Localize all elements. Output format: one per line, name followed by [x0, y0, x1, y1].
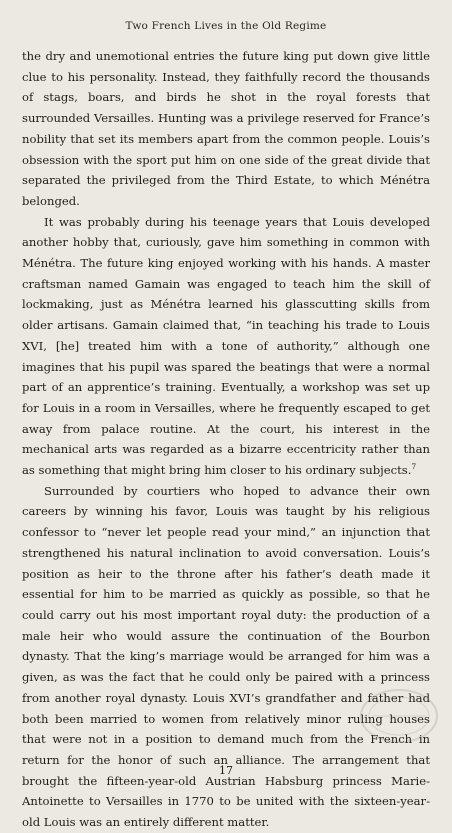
- paragraph-2: [22, 212, 430, 481]
- page-number: 17: [219, 764, 233, 777]
- paragraph-3: [22, 481, 430, 833]
- paragraph-1-text: the dry and unemotional entries the future king put down give little clue to his personality. Instead, they faithfully record the thousands of stags, boars, and birds he shot in the royal forests that surrounded Versailles. Hunting was a privilege reserved for France’s nobility that set its members apart from the common people. Louis’s obsession with the sport put him on one side of the great divide that separated the privileged from the Third Estate, to which Ménétra belonged.: [22, 49, 430, 208]
- paragraph-3-text: Surrounded by courtiers who hoped to advance their own careers by winning his favor, Louis was taught by his religious confessor to “never let people read your mind,” an injunction that strengthened his natural inclination to avoid conversation. Louis’s position as heir to the throne after his father’s death made it essential for him to be married as quickly as possible, so that he could carry out his most important royal duty: the production of a male heir who would assure the continuation of the Bourbon dynasty. That the king’s marriage would be arranged for him was a given, as was the fact that he could only be paired with a princess from another royal dynasty. Louis XVI’s grandfather and father had both been married to women from relatively minor ruling houses that were not in a position to demand much from the French in return for the honor of such an alliance. The arrangement that brought the fifteen-year-old Austrian Habsburg princess Marie-Antoinette to Versailles in 1770 to be united with the sixteen-year-old Louis was an entirely different matter.: [22, 483, 430, 830]
- running-head: Two French Lives in the Old Regime: [125, 20, 327, 32]
- paragraph-2-text: It was probably during his teenage years that Louis developed another hobby that, curiously, gave him something in common with Ménétra. The future king enjoyed working with his hands. A master craftsman named Gamain was engaged to teach him the skill of lockmaking, just as Ménétra learned his glasscutting skills from older artisans. Gamain claimed that, “in teaching his trade to Louis XVI, [he] treated him with a tone of authority,” although one imagines that his pupil was spared the beatings that were a normal part of an apprentice’s training. Eventually, a workshop was set up for Louis in a room in Versailles, where he frequently escaped to get away from palace routine. At the court, his interest in the mechanical arts was regarded as a bizarre eccentricity rather than as something that might bring him closer to his ordinary subjects.: [22, 214, 430, 478]
- paragraph-1: [22, 46, 430, 212]
- footnote-reference[interactable]: 7: [411, 462, 417, 472]
- watermark-stamp-icon: [358, 686, 440, 746]
